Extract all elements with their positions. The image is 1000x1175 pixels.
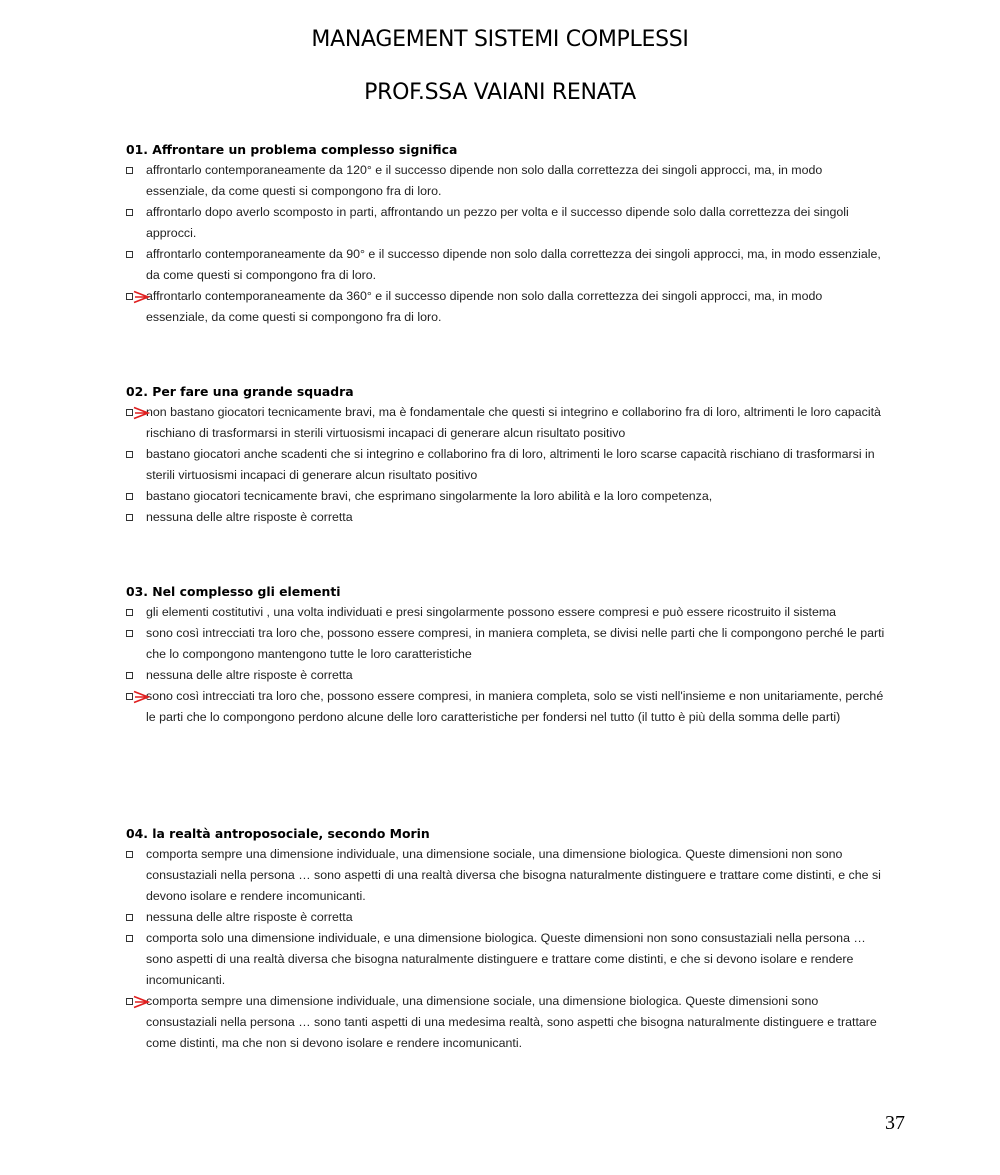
option-1-d[interactable] xyxy=(126,286,886,328)
question-2 xyxy=(126,381,886,528)
option-text: sono così intrecciati tra loro che, possono essere compresi, in maniera completa, se divisi nelle parti che li compongono perché le parti che lo compongono mantengono tutte le loro caratteristiche xyxy=(146,626,885,661)
checkbox-icon[interactable] xyxy=(126,609,133,616)
option-2-d[interactable] xyxy=(126,507,886,528)
option-text: comporta sempre una dimensione individuale, una dimensione sociale, una dimensione biologica. Queste dimensioni non sono consustaziali nella persona … sono aspetti di una realtà diversa che bisogna naturalmente distinguere e trattare come distinti, e che si devono isolare e rendere incomunicanti. xyxy=(146,847,881,903)
question-title: 02. Per fare una grande squadra xyxy=(126,384,354,399)
option-text: bastano giocatori tecnicamente bravi, che esprimano singolarmente la loro abilità e la loro competenza, xyxy=(146,489,713,503)
checkbox-icon[interactable] xyxy=(126,514,133,521)
option-2-c[interactable] xyxy=(126,486,886,507)
option-3-a[interactable] xyxy=(126,602,886,623)
option-4-b[interactable] xyxy=(126,907,886,928)
question-3 xyxy=(126,581,886,728)
checkbox-icon[interactable] xyxy=(126,493,133,500)
option-2-a[interactable] xyxy=(126,402,886,444)
option-text: affrontarlo contemporaneamente da 120° e il successo dipende non solo dalla correttezza dei singoli approcci, ma, in modo essenziale, da come questi si compongono fra di loro. xyxy=(146,163,823,198)
option-1-a[interactable] xyxy=(126,160,886,202)
option-text: sono così intrecciati tra loro che, possono essere compresi, in maniera completa, solo se visti nell'insieme e non unitariamente, perché le parti che lo compongono perdono alcune delle loro caratteristiche per fondersi nel tutto (il tutto è più della somma delle parti) xyxy=(146,689,884,724)
question-1 xyxy=(126,139,886,328)
option-3-b[interactable] xyxy=(126,623,886,665)
option-text: affrontarlo dopo averlo scomposto in parti, affrontando un pezzo per volta e il successo dipende solo dalla correttezza dei singoli approcci. xyxy=(146,205,849,240)
page-subtitle: PROF.SSA VAIANI RENATA xyxy=(364,80,636,105)
page-title: MANAGEMENT SISTEMI COMPLESSI xyxy=(311,27,689,52)
option-2-b[interactable] xyxy=(126,444,886,486)
option-4-d[interactable] xyxy=(126,991,886,1054)
option-4-a[interactable] xyxy=(126,844,886,907)
checkbox-icon[interactable] xyxy=(126,630,133,637)
option-1-b[interactable] xyxy=(126,202,886,244)
option-text: gli elementi costitutivi , una volta individuati e presi singolarmente possono essere compresi e può essere ricostruito il sistema xyxy=(146,605,837,619)
checkbox-icon[interactable] xyxy=(126,209,133,216)
option-text: affrontarlo contemporaneamente da 360° e il successo dipende non solo dalla correttezza dei singoli approcci, ma, in modo essenziale, da come questi si compongono fra di loro. xyxy=(146,289,823,324)
question-4 xyxy=(126,823,886,1054)
page-number: 37 xyxy=(885,1112,905,1134)
checkbox-icon[interactable] xyxy=(126,851,133,858)
option-text: non bastano giocatori tecnicamente bravi, ma è fondamentale che questi si integrino e collaborino fra di loro, altrimenti le loro capacità rischiano di trasformarsi in sterili virtuosismi incapaci di generare alcun risultato positivo xyxy=(146,405,881,440)
checkbox-icon[interactable] xyxy=(126,935,133,942)
answer-arrow-icon xyxy=(132,690,150,704)
answer-arrow-icon xyxy=(132,290,150,304)
option-text: nessuna delle altre risposte è corretta xyxy=(146,510,353,524)
question-title: 01. Affrontare un problema complesso significa xyxy=(126,142,458,157)
option-1-c[interactable] xyxy=(126,244,886,286)
checkbox-icon[interactable] xyxy=(126,167,133,174)
option-text: nessuna delle altre risposte è corretta xyxy=(146,668,353,682)
checkbox-icon[interactable] xyxy=(126,251,133,258)
checkbox-icon[interactable] xyxy=(126,672,133,679)
answer-arrow-icon xyxy=(132,995,150,1009)
option-4-c[interactable] xyxy=(126,928,886,991)
option-text: bastano giocatori anche scadenti che si integrino e collaborino fra di loro, altrimenti le loro scarse capacità rischiano di trasformarsi in sterili virtuosismi incapaci di generare alcun risultato positivo xyxy=(146,447,875,482)
option-text: comporta solo una dimensione individuale, e una dimensione biologica. Queste dimensioni non sono consustaziali nella persona … sono aspetti di una realtà diversa che bisogna naturalmente distinguere e trattare come distinti, e che si devono isolare e rendere incomunicanti. xyxy=(146,931,866,987)
option-3-d[interactable] xyxy=(126,686,886,728)
option-text: affrontarlo contemporaneamente da 90° e il successo dipende non solo dalla correttezza dei singoli approcci, ma, in modo essenziale, da come questi si compongono fra di loro. xyxy=(146,247,881,282)
question-title: 04. la realtà antroposociale, secondo Morin xyxy=(126,826,430,841)
answer-arrow-icon xyxy=(132,406,150,420)
option-text: nessuna delle altre risposte è corretta xyxy=(146,910,353,924)
option-text: comporta sempre una dimensione individuale, una dimensione sociale, una dimensione biologica. Queste dimensioni sono consustaziali nella persona … sono tanti aspetti di una medesima realtà, sono aspetti che bisogna naturalmente distinguere e trattare come distinti, ma che non si devono isolare e rendere incomunicanti. xyxy=(146,994,877,1050)
option-3-c[interactable] xyxy=(126,665,886,686)
checkbox-icon[interactable] xyxy=(126,914,133,921)
checkbox-icon[interactable] xyxy=(126,451,133,458)
question-title: 03. Nel complesso gli elementi xyxy=(126,584,341,599)
